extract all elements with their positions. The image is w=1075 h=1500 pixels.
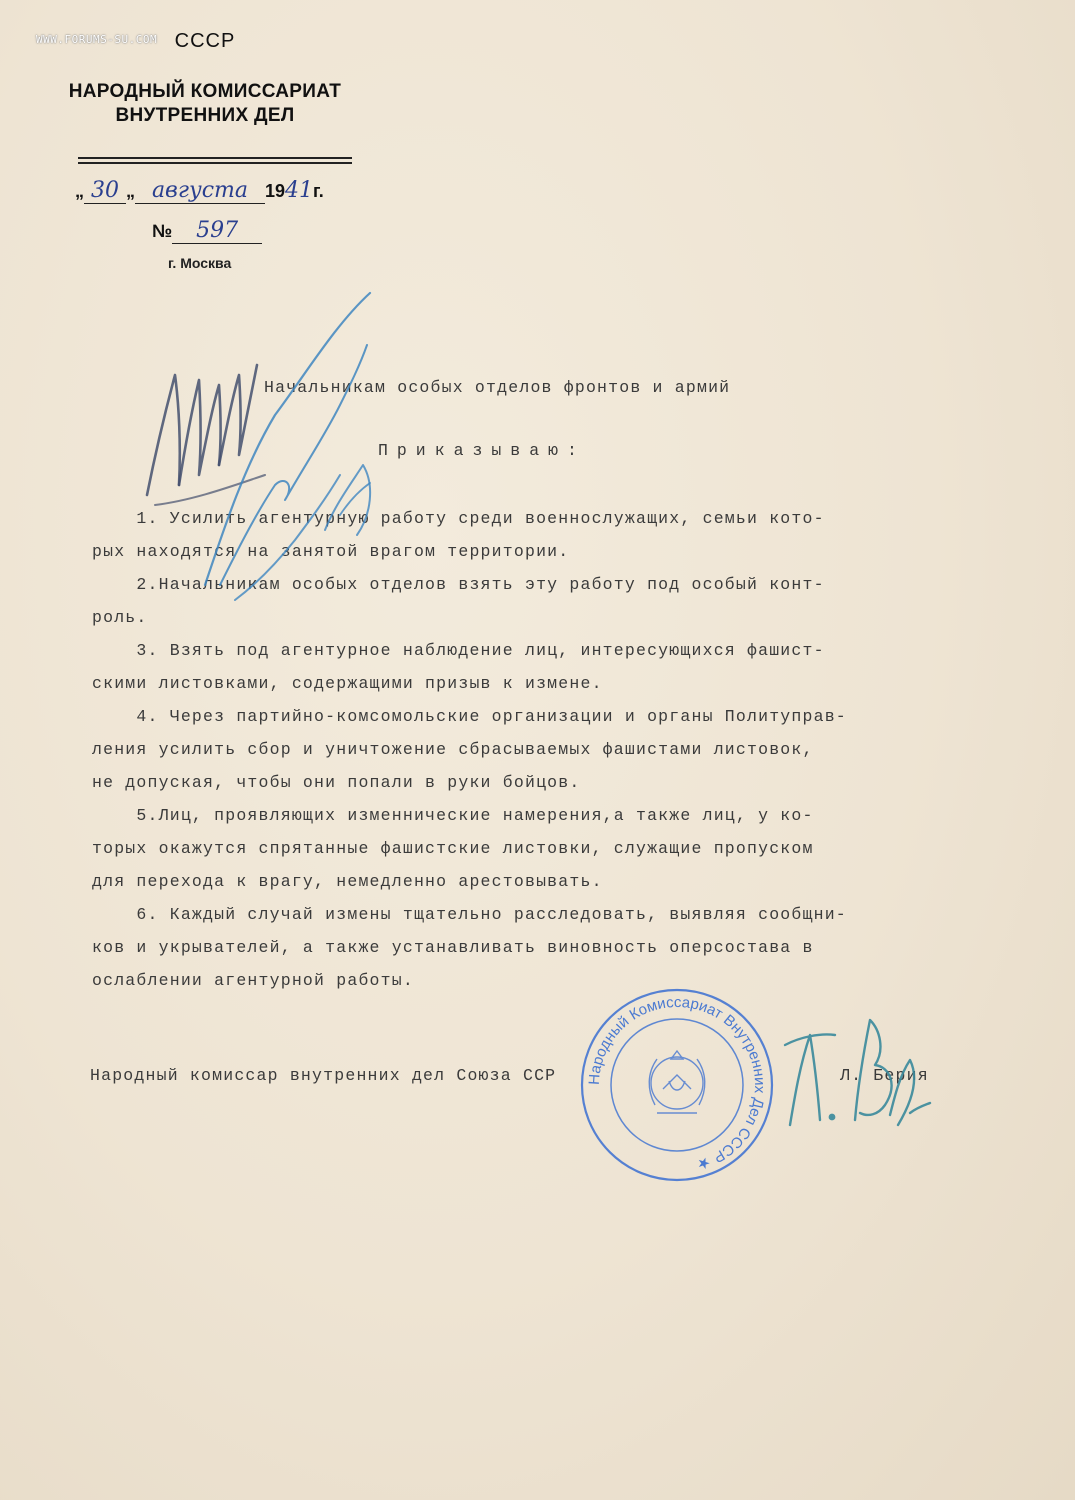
document-dateline: [75, 178, 365, 204]
date-day: 30: [84, 178, 126, 204]
date-open-quote: „: [75, 181, 84, 201]
order-paragraph-line: торых окажутся спрятанные фашистские листовки, служащие пропуском: [92, 839, 814, 858]
order-paragraph-line: для перехода к врагу, немедленно арестовывать.: [92, 872, 603, 891]
order-paragraph-line: ослаблении агентурной работы.: [92, 971, 414, 990]
order-heading: Приказываю:: [378, 441, 586, 460]
order-paragraph-line: ления усилить сбор и уничтожение сбрасываемых фашистами листовок,: [92, 740, 814, 759]
order-paragraph-line: 4. Через партийно-комсомольские организации и органы Политуправ-: [92, 707, 847, 726]
letterhead-agency-line2: ВНУТРЕННИХ ДЕЛ: [115, 105, 295, 126]
watermark-text: WWW.FORUMS-SU.COM: [36, 33, 158, 46]
document-number: 597: [172, 218, 262, 244]
date-close-quote: „: [126, 181, 135, 201]
stamp-ring-text: Народный Комиссариат Внутренних Дел СССР ★: [585, 993, 769, 1174]
letterhead-rule-top: [78, 157, 352, 159]
beria-handwritten-signature: [770, 1005, 940, 1155]
date-year-mark: г.: [313, 181, 324, 201]
letterhead-rule-bottom: [78, 162, 352, 164]
number-label: №: [152, 221, 173, 241]
official-stamp: [577, 985, 777, 1185]
order-paragraph-line: рых находятся на занятой врагом территории.: [92, 542, 570, 561]
signatory-name: Л. Берия: [840, 1066, 929, 1085]
order-paragraph-line: 5.Лиц, проявляющих изменнические намерения,а также лиц, у ко-: [92, 806, 814, 825]
date-year-prefix: 19: [265, 181, 286, 201]
signatory-title: Народный комиссар внутренних дел Союза ССР: [90, 1066, 557, 1085]
handwritten-resolution-signature: [135, 285, 405, 615]
order-paragraph-line: роль.: [92, 608, 148, 627]
letterhead-country: СССР: [174, 30, 236, 52]
order-paragraph-line: скими листовками, содержащими призыв к измене.: [92, 674, 603, 693]
date-year-suffix: 41: [285, 178, 314, 203]
order-paragraph-line: 3. Взять под агентурное наблюдение лиц, интересующихся фашист-: [92, 641, 825, 660]
order-paragraph-line: 1. Усилить агентурную работу среди военнослужащих, семьи кото-: [92, 509, 825, 528]
date-month: августа: [135, 178, 265, 204]
order-paragraph-line: 2.Начальникам особых отделов взять эту работу под особый конт-: [92, 575, 825, 594]
document-number-line: [152, 218, 442, 244]
emblem-icon: [649, 1051, 705, 1113]
order-paragraph-line: 6. Каждый случай измены тщательно расследовать, выявляя сообщни-: [92, 905, 847, 924]
letterhead-agency-line1: НАРОДНЫЙ КОМИССАРИАТ: [68, 81, 342, 102]
order-paragraph-line: не допуская, чтобы они попали в руки бойцов.: [92, 773, 581, 792]
letterhead-agency: [60, 80, 350, 128]
stamp-inner-ring: [611, 1019, 743, 1151]
addressee-line: Начальникам особых отделов фронтов и армий: [264, 378, 731, 397]
document-city: г. Москва: [168, 255, 232, 271]
order-paragraph-line: ков и укрывателей, а также устанавливать виновность оперсостава в: [92, 938, 814, 957]
